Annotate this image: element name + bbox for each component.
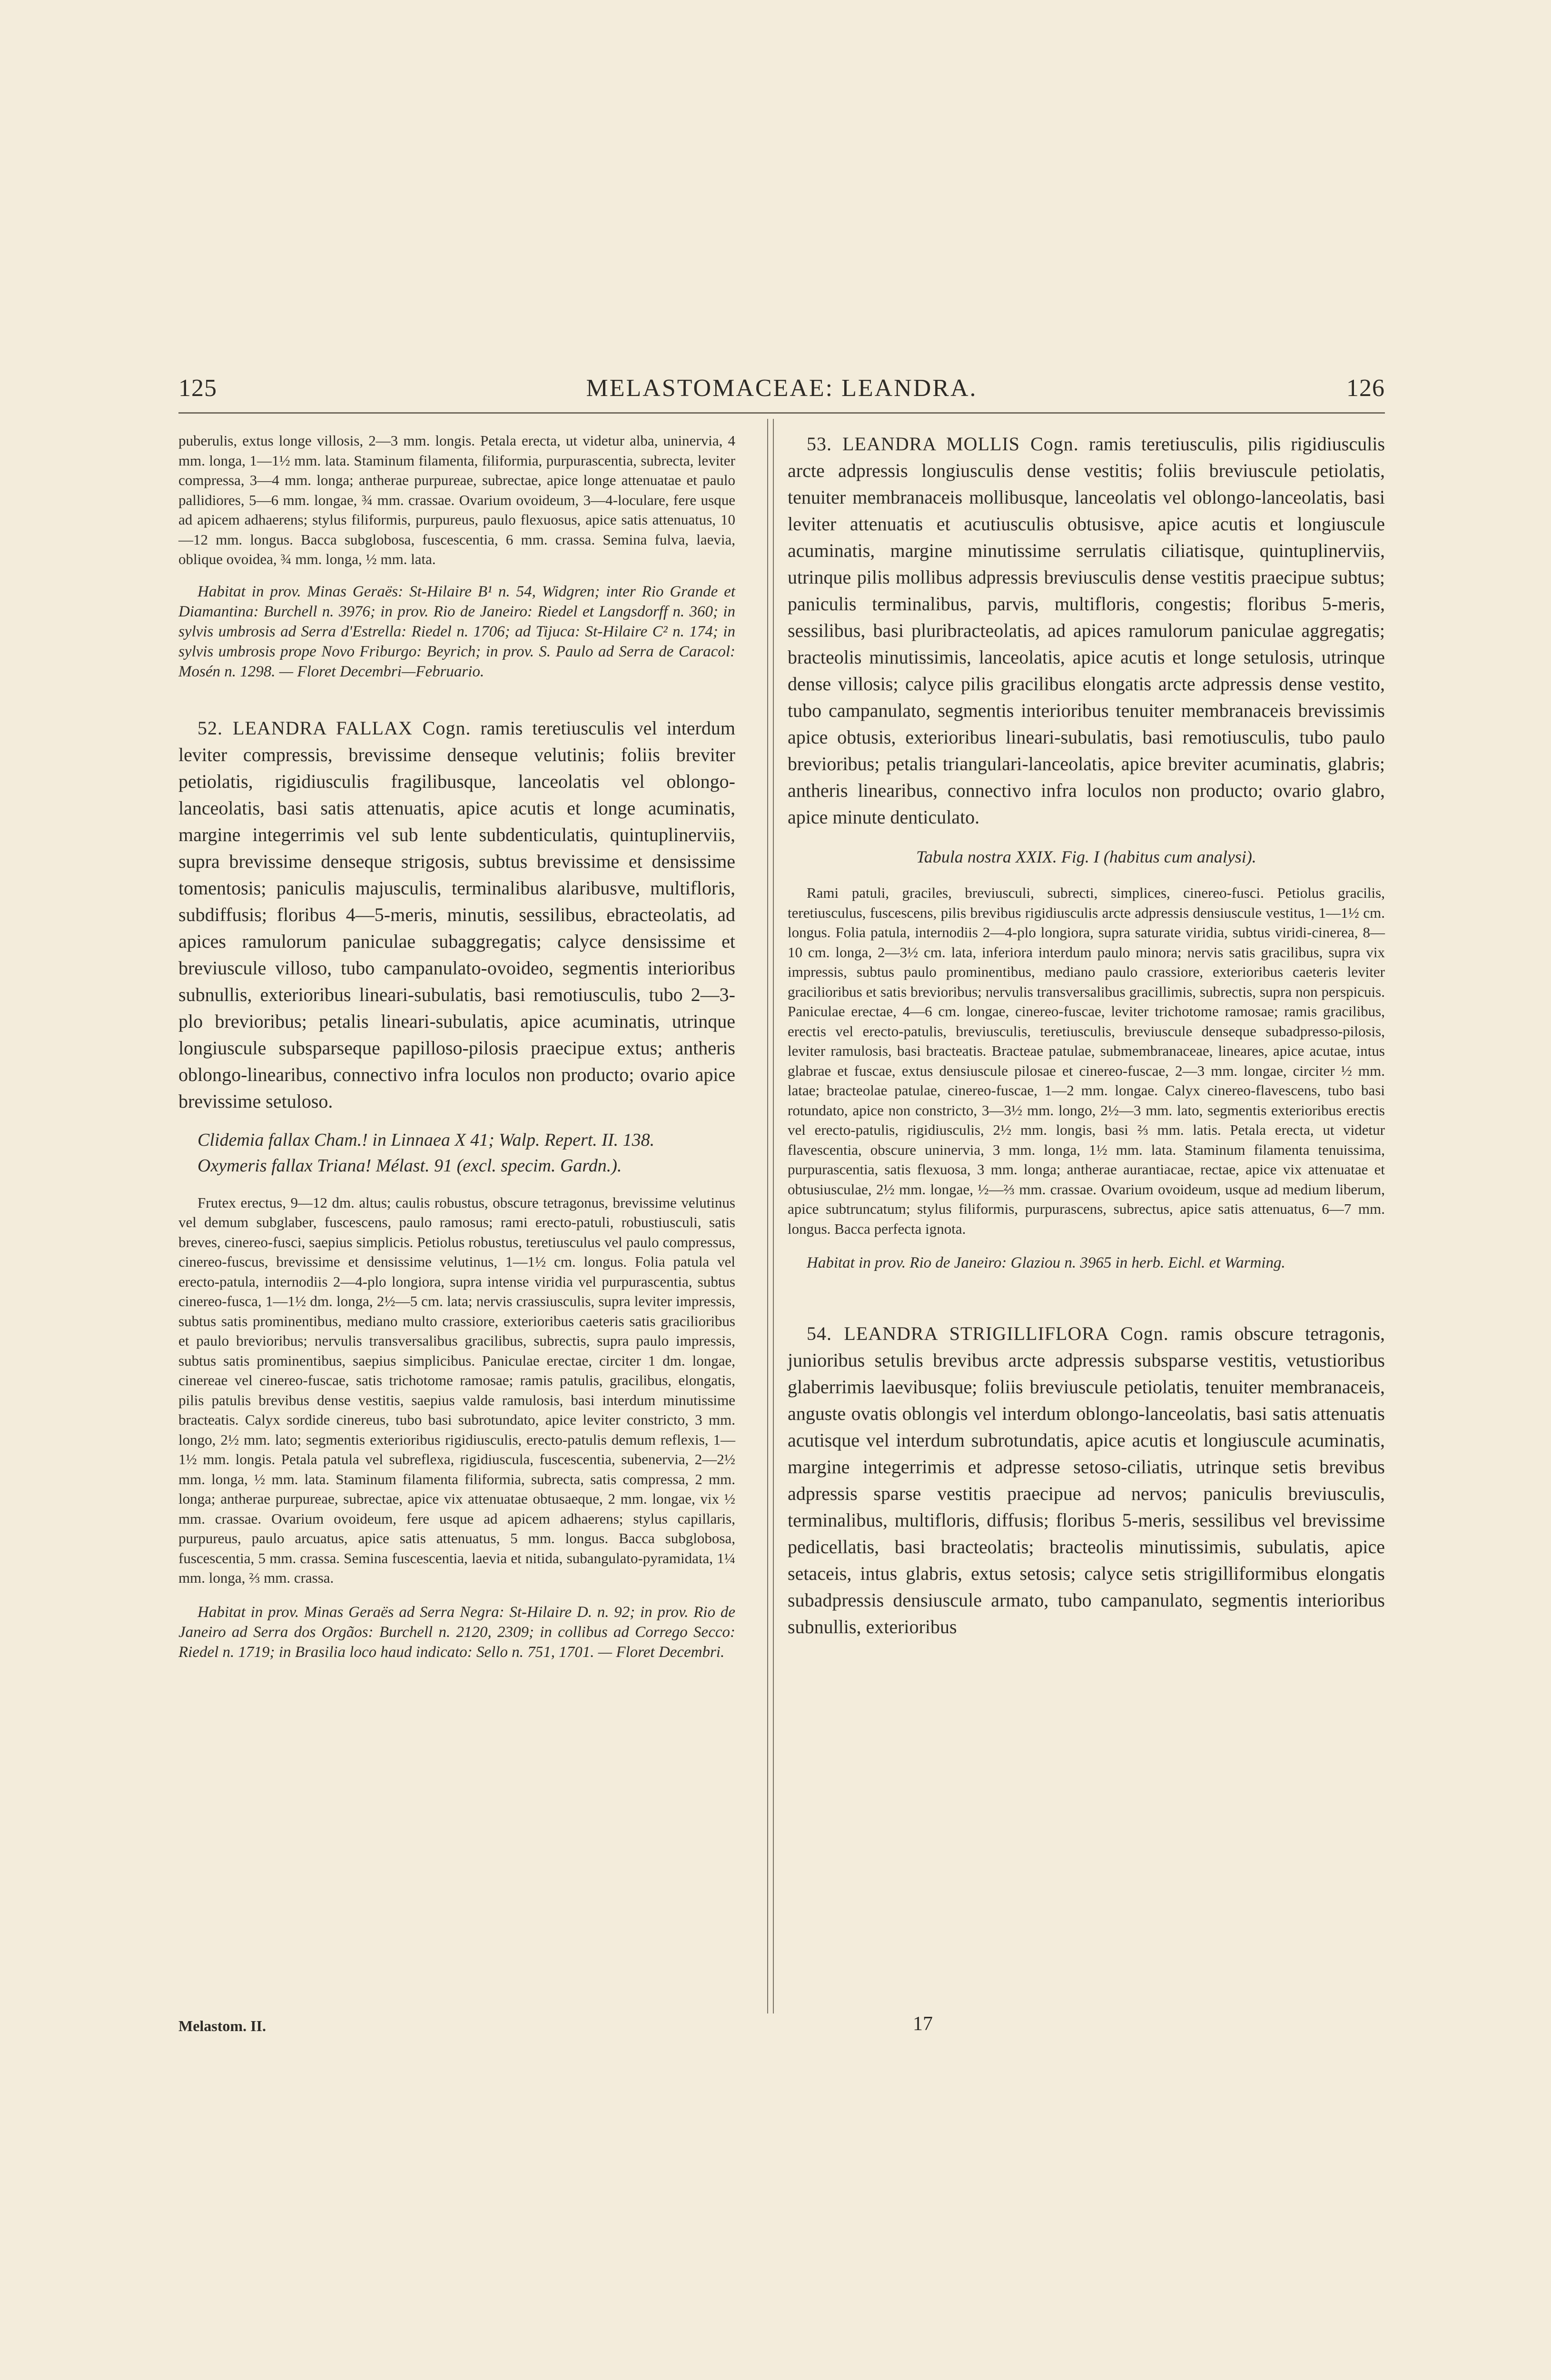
species-52-description: Frutex erectus, 9—12 dm. altus; caulis robustus, obscure tetragonus, brevissime velutinus vel demum subglaber, fuscescens, paulo ramosus; rami erecto-patuli, robustiusculi, satis breves, cinereo-fusci, saepius simplicis. Petiolus robustus, teretiusculus vel paulo compressus, cinereo-fuscus, brevissime et densissime velutinus, 1—1½ cm. longus. Folia patula vel erecto-patula, internodiis 2—4-plo longiora, supra intense viridia vel purpurascentia, subtus cinereo-fusca, 1—1½ dm. longa, 2½—5 cm. lata; nervis crassiusculis, supra leviter impressis, subtus satis prominentibus, mediano multo crassiore, exterioribus caeteris satis gracilioribus et paulo brevioribus; nervulis transversalibus gracilibus, subrectis, supra paulo impressis, subtus satis prominentibus, saepius simplicibus. Paniculae erectae, circiter 1 dm. longae, cinereae vel cinereo-fuscae, satis trichotome ramosae; ramis patulis, gracilibus, elongatis, pilis patulis brevibus dense vestitis, saepius valde ramulosis, basi interdum minutissime bracteatis. Calyx sordide cinereus, tubo basi subrotundato, apice leviter constricto, 3 mm. longo, 2½ mm. lato; segmentis exterioribus rigidiusculis, erecto-patulis demum reflexis, 1—1½ mm. longis. Petala patula vel subreflexa, rigidiuscula, fuscescentia, subenervia, 2—2½ mm. longa, ½ mm. lata. Staminum filamenta filiformia, subrecta, satis compressa, 2 mm. longa; antherae purpureae, subrectae, apice vix attenuatae obtusaeque, 2 mm. longae, vix ½ mm. crassae. Ovarium ovoideum, fere usque ad apicem adhaerens; stylus capillaris, purpureus, paulo arcuatus, apice satis attenuatus, 5 mm. longus. Bacca subglobosa, fuscescentia, 5 mm. crassa. Semina fuscescentia, laevia et nitida, subangulato-pyramidata, 1¼ mm. longa, ⅔ mm. crassa. bbox=[178, 1194, 735, 1586]
species-53-heading: 53. LEANDRA MOLLIS Cogn. bbox=[807, 433, 1079, 455]
footer-signature: Melastom. II. bbox=[178, 2017, 266, 2034]
species-53-diagnosis bbox=[788, 431, 1385, 831]
species-52-citation-1: Clidemia fallax Cham.! in Linnaea X 41; Walp. Repert. II. 138. bbox=[198, 1130, 655, 1150]
species-52-habitat: Habitat in prov. Minas Geraës ad Serra Negra: St-Hilaire D. n. 92; in prov. Rio de Janeiro ad Serra dos Orgãos: Burchell n. 2120, 2309; in collibus ad Corrego Secco: Riedel n. 1719; in Brasilia loco haud indicato: Sello n. 751, 1701. — Floret Decembri. bbox=[178, 1603, 735, 1661]
species-54-text: ramis obscure tetragonis, junioribus setulis brevibus arcte adpressis subsparse vestitis, vetustioribus glaberrimis laevibusque; foliis breviuscule petiolatis, tenuiter membranaceis, anguste ovatis oblongis vel interdum oblongo-lanceolatis, basi satis attenuatis acutisque vel interdum subrotundatis, apice acutis et longiuscule acuminatis, margine integerrimis et adpresse setoso-ciliatis, utrinque setis brevibus adpressis sparse vestitis praecipue ad nervos; paniculis breviusculis, terminalibus, multifloris, diffusis; floribus 5-meris, sessilibus vel brevissime pedicellatis, basi bracteolatis; bracteolis minutissimis, subulatis, apice setaceis, intus glabris, extus setosis; calyce setis strigilliformibus elongatis subadpressis densiuscule armato, tubo campanulato, segmentis interioribus subnullis, exterioribus bbox=[788, 1323, 1385, 1637]
species-52-diagnosis bbox=[178, 715, 735, 1115]
left-continuation-description: puberulis, extus longe villosis, 2—3 mm. longis. Petala erecta, ut videtur alba, uninervia, 4 mm. longa, 1—1½ mm. lata. Staminum filamenta, filiformia, purpurascentia, subrecta, leviter compressa, 3—4 mm. longa; antherae purpureae, subrectae, apice longe attenuatae et paulo pallidiores, 5—6 mm. longae, ¾ mm. crassae. Ovarium ovoideum, 3—4-loculare, fere usque ad apicem adhaerens; stylus filiformis, purpureus, paulo flexuosus, apice satis attenuatus, 10—12 mm. longus. Bacca subglobosa, fuscescentia, 6 mm. crassa. Semina fulva, laevia, oblique ovoidea, ¾ mm. longa, ½ mm. lata. bbox=[178, 432, 735, 567]
species-52-citation-2: Oxymeris fallax Triana! Mélast. 91 (excl. specim. Gardn.). bbox=[198, 1155, 622, 1176]
species-52-text: ramis teretiusculis vel interdum leviter compressis, brevissime denseque velutinis; foliis breviter petiolatis, rigidiusculis fragilibusque, lanceolatis vel oblongo-lanceolatis, basi satis attenuatis, apice acutis et longe acuminatis, margine integerrimis vel sub lente subdenticulatis, quintuplinerviis, supra brevissime denseque strigosis, subtus brevissime et densissime tomentosis; paniculis majusculis, terminalibus alaribusve, multifloris, subdiffusis; floribus 4—5-meris, minutis, sessilibus, ebracteolatis, ad apices ramulorum paniculae subaggregatis; calyce densissime et breviuscule villoso, tubo campanulato-ovoideo, segmentis interioribus subnullis, exterioribus lineari-subulatis, basi remotiusculis, tubo 2—3-plo brevioribus; petalis lineari-subulatis, apice acuminatis, utrinque longiuscule subsparseque papilloso-pilosis praecipue extus; antheris oblongo-linearibus, connectivo infra loculos non producto; ovario apice brevissime setuloso. bbox=[178, 717, 735, 1112]
footer-sheet-number: 17 bbox=[913, 2013, 933, 2035]
species-52-heading: 52. LEANDRA FALLAX Cogn. bbox=[198, 717, 471, 739]
species-54-diagnosis bbox=[788, 1320, 1385, 1640]
species-53-description: Rami patuli, graciles, breviusculi, subrecti, simplices, cinereo-fusci. Petiolus gracilis, teretiusculus, fuscescens, pilis brevibus rigidiusculis arcte adpressis densiuscule vestitus, 1—1½ cm. longus. Folia patula, internodiis 2—4-plo longiora, supra saturate viridia, subtus viridi-cinerea, 8—10 cm. longa, 2—3½ cm. lata, inferiora interdum paulo minora; nervis satis gracilibus, supra vix impressis, subtus paulo prominentibus, mediano paulo crassiore, exterioribus caeteris leviter gracilioribus et satis brevioribus; nervulis transversalibus gracillimis, subrectis, supra non perspicuis. Paniculae erectae, 4—6 cm. longae, cinereo-fuscae, leviter trichotome ramosae; ramis gracilibus, erectis vel erecto-patulis, breviusculis, teretiusculis, breviuscule denseque subadpresso-pilosis, leviter ramulosis, basi bracteatis. Bracteae patulae, submembranaceae, lineares, apice acutae, intus glabrae et fuscae, extus densiuscule pilosae et cinereo-fuscae, 2—3 mm. longae, circiter ½ mm. latae; bracteolae patulae, cinereo-fuscae, 1—2 mm. longae. Calyx cinereo-flavescens, tubo basi rotundato, apice non constricto, 3—3½ mm. longo, 2½—3 mm. lato, segmentis exterioribus erectis vel erecto-patulis, rigidiusculis, 2½ mm. longis, basi ⅔ mm. latis. Petala erecta, ut videtur flavescentia, obscure uninervia, 3 mm. longa, 1½ mm. lata. Staminum filamenta tenuissima, purpurascentia, satis flexuosa, 3 mm. longa; antherae aurantiacae, rectae, apice vix attenuatae et obtusiusculae, 2½ mm. longae, ½—⅔ mm. crassae. Ovarium ovoideum, usque ad medium liberum, apice subtruncatum; stylus filiformis, purpurascens, subrectus, apice satis attenuatus, 6—7 mm. longus. Bacca perfecta ignota. bbox=[788, 884, 1385, 1237]
page-number-right: 126 bbox=[1346, 375, 1385, 402]
species-53-habitat: Habitat in prov. Rio de Janeiro: Glaziou n. 3965 in herb. Eichl. et Warming. bbox=[807, 1254, 1285, 1271]
left-column bbox=[178, 431, 735, 1662]
header-rule bbox=[178, 412, 1385, 414]
left-habitat-1: Habitat in prov. Minas Geraës: St-Hilaire B¹ n. 54, Widgren; inter Rio Grande et Diamantina: Burchell n. 3976; in prov. Rio de Janeiro: Riedel et Langsdorff n. 360; in sylvis umbrosis ad Serra d'Estrella: Riedel n. 1706; ad Tijuca: St-Hilaire C² n. 174; in sylvis umbrosis prope Novo Friburgo: Beyrich; in prov. S. Paulo ad Serra de Caracol: Mosén n. 1298. — Floret Decembri—Februario. bbox=[178, 583, 735, 680]
page-header bbox=[178, 374, 1385, 407]
species-54-heading: 54. LEANDRA STRIGILLIFLORA Cogn. bbox=[807, 1323, 1169, 1344]
column-divider bbox=[767, 419, 774, 2013]
species-53-plate-reference: Tabula nostra XXIX. Fig. I (habitus cum analysi). bbox=[916, 847, 1256, 866]
running-title: MELASTOMACEAE: LEANDRA. bbox=[586, 375, 978, 402]
right-column bbox=[788, 431, 1385, 1640]
species-53-text: ramis teretiusculis, pilis rigidiusculis arcte adpressis longiusculis dense vestitis; foliis breviuscule petiolatis, tenuiter membranaceis mollibusque, lanceolatis vel oblongo-lanceolatis, basi leviter attenuatis et acutiusculis obtusisve, apice acutis et longiuscule acuminatis, margine minutissime serrulatis ciliatisque, quintuplinerviis, utrinque pilis mollibus adpressis breviusculis dense vestitis praecipue subtus; paniculis terminalibus, parvis, multifloris, congestis; floribus 5-meris, sessilibus, basi pluribracteolatis, ad apices ramulorum paniculae aggregatis; bracteolis minutissimis, lanceolatis, apice acutis et longe setulosis, utrinque dense villosis; calyce pilis gracilibus elongatis arcte adpressis dense vestito, tubo campanulato, segmentis interioribus tenuiter membranaceis brevissimis apice obtusis, exterioribus lineari-subulatis, basi remotiusculis, tubo paulo brevioribus; petalis triangulari-lanceolatis, apice breviter acuminatis, glabris; antheris linearibus, connectivo infra loculos non producto; ovario glabro, apice minute denticulato. bbox=[788, 433, 1385, 828]
page-number-left: 125 bbox=[178, 375, 217, 402]
